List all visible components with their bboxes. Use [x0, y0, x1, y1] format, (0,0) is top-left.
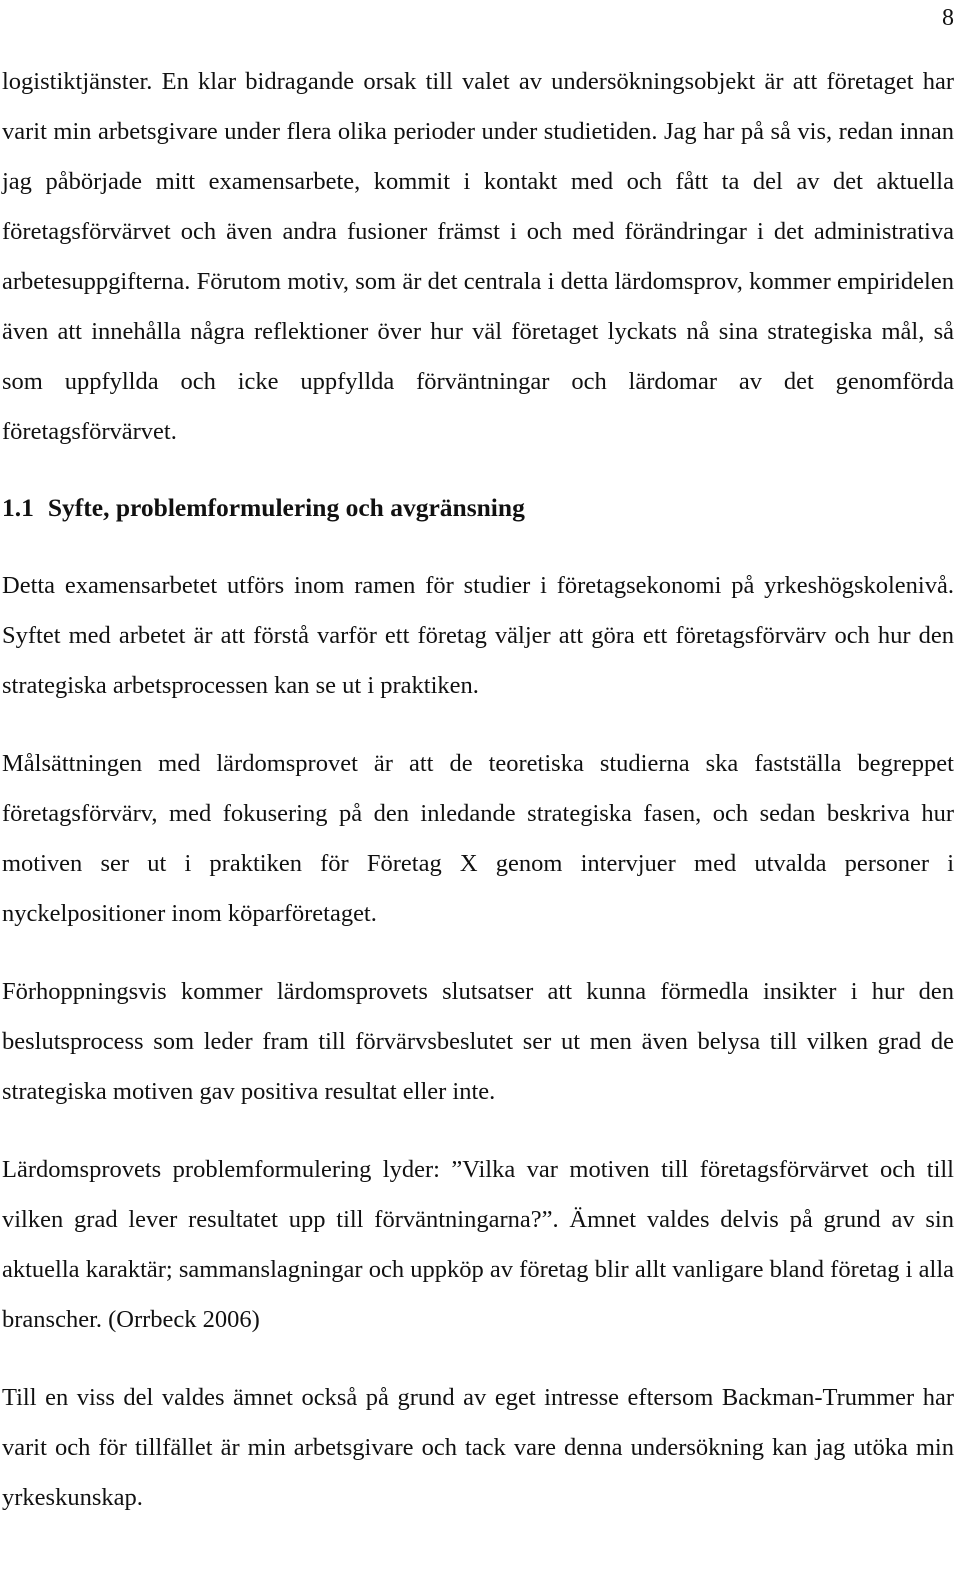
- section-heading: [2, 483, 954, 533]
- paragraph-interest: Till en viss del valdes ämnet också på grund av eget intresse eftersom Backman-Trummer har varit och för tillfället är min arbetsgivare och tack vare denna undersökning kan jag utöka min yrkeskunskap.: [2, 1384, 954, 1511]
- paragraph-hope: Förhoppningsvis kommer lärdomsprovets slutsatser att kunna förmedla insikter i hur den beslutsprocess som leder fram till förvärvsbeslutet ser ut men även belysa till vilken grad de strategiska motiven gav positiva resultat eller inte.: [2, 978, 954, 1105]
- intro-paragraph: logistiktjänster. En klar bidragande orsak till valet av undersökningsobjekt är att företaget har varit min arbetsgivare under flera olika perioder under studietiden. Jag har på så vis, redan innan jag påbörjade mitt examensarbete, kommit i kontakt med och fått ta del av det aktuella företagsförvärvet och även andra fusioner främst i och med förändringar i det administrativa arbetesuppgifterna. Förutom motiv, som är det centrala i detta lärdomsprov, kommer empiridelen även att innehålla några reflektioner över hur väl företaget lyckats nå sina strategiska mål, så som uppfyllda och icke uppfyllda förväntningar och lärdomar av det genomförda företagsförvärvet.: [2, 68, 954, 445]
- page-number: 8: [942, 5, 954, 31]
- section-number: 1.1: [2, 493, 34, 522]
- paragraph-problem-statement: Lärdomsprovets problemformulering lyder: ”Vilka var motiven till företagsförvärvet och till vilken grad lever resultatet upp till förväntningarna?”. Ämnet valdes delvis på grund av sin aktuella karaktär; sammanslagningar och uppköp av företag blir allt vanligare bland företag i alla branscher. (Orrbeck 2006): [2, 1156, 954, 1333]
- paragraph-purpose: Detta examensarbetet utförs inom ramen för studier i företagsekonomi på yrkeshögskolenivå. Syftet med arbetet är att förstå varför ett företag väljer att göra ett företagsförvärv och hur den strategiska arbetsprocessen kan se ut i praktiken.: [2, 572, 954, 699]
- section-title: Syfte, problemformulering och avgränsning: [47, 493, 525, 522]
- document-body: [2, 57, 954, 1523]
- paragraph-objective: Målsättningen med lärdomsprovet är att de teoretiska studierna ska fastställa begreppet företagsförvärv, med fokusering på den inledande strategiska fasen, och sedan beskriva hur motiven ser ut i praktiken för Företag X genom intervjuer med utvalda personer i nyckelpositioner inom köparföretaget.: [2, 750, 954, 927]
